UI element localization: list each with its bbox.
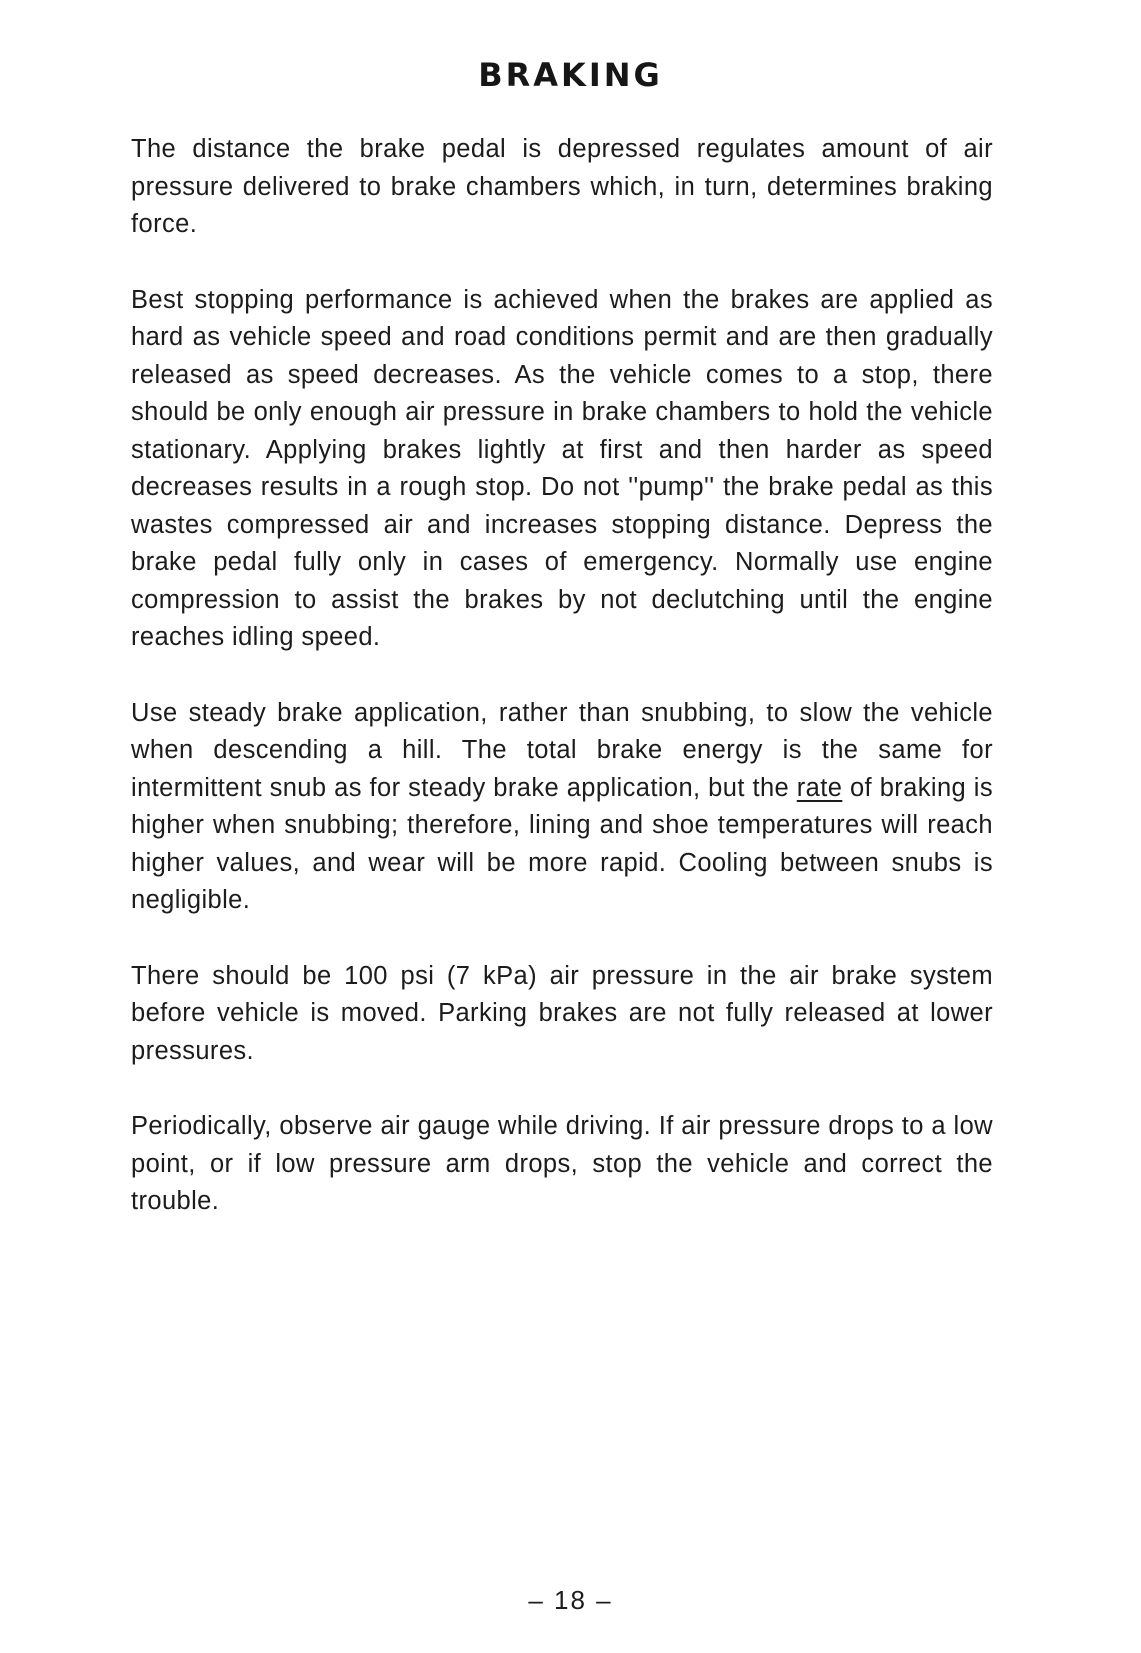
page-title: BRAKING xyxy=(478,56,663,94)
paragraph-stopping-performance xyxy=(131,282,993,657)
paragraph-text-before: Use steady brake application, rather than snubbing, to slow the vehicle when descending a hill. The total brake energy is the same for intermittent snub as for steady brake application, but the xyxy=(131,698,993,802)
paragraph-air-gauge xyxy=(131,1108,993,1221)
page-number: – 18 – xyxy=(528,1585,613,1615)
body-text xyxy=(131,131,993,1259)
paragraph-text: Best stopping performance is achieved when the brakes are applied as hard as vehicle speed and road conditions permit and are then gradually released as speed decreases. As the vehicle comes to a stop, there should be only enough air pressure in brake chambers to hold the vehicle stationary. Applying brakes lightly at first and then harder as speed decreases results in a rough stop. Do not ''pump'' the brake pedal as this wastes compressed air and increases stopping distance. Depress the brake pedal fully only in cases of emergency. Normally use engine compression to assist the brakes by not declutching until the engine reaches idling speed. xyxy=(131,285,993,651)
underlined-word-rate: rate xyxy=(796,773,843,802)
paragraph-text: Periodically, observe air gauge while driving. If air pressure drops to a low point, or if low pressure arm drops, stop the vehicle and correct the trouble. xyxy=(131,1112,993,1215)
paragraph-steady-application xyxy=(131,695,993,920)
paragraph-text: There should be 100 psi (7 kPa) air pressure in the air brake system before vehicle is moved. Parking brakes are not fully released at lower pressures. xyxy=(131,961,993,1065)
paragraph-text: The distance the brake pedal is depressed regulates amount of air pressure delivered to brake chambers which, in turn, determines braking force. xyxy=(131,135,993,238)
paragraph-text-after: of braking is higher when snubbing; therefore, lining and shoe temperatures will reach higher values, and wear will be more rapid. Cooling between snubs is negligible. xyxy=(131,773,993,914)
paragraph-air-pressure xyxy=(131,958,993,1071)
paragraph-pedal-pressure xyxy=(131,131,993,244)
